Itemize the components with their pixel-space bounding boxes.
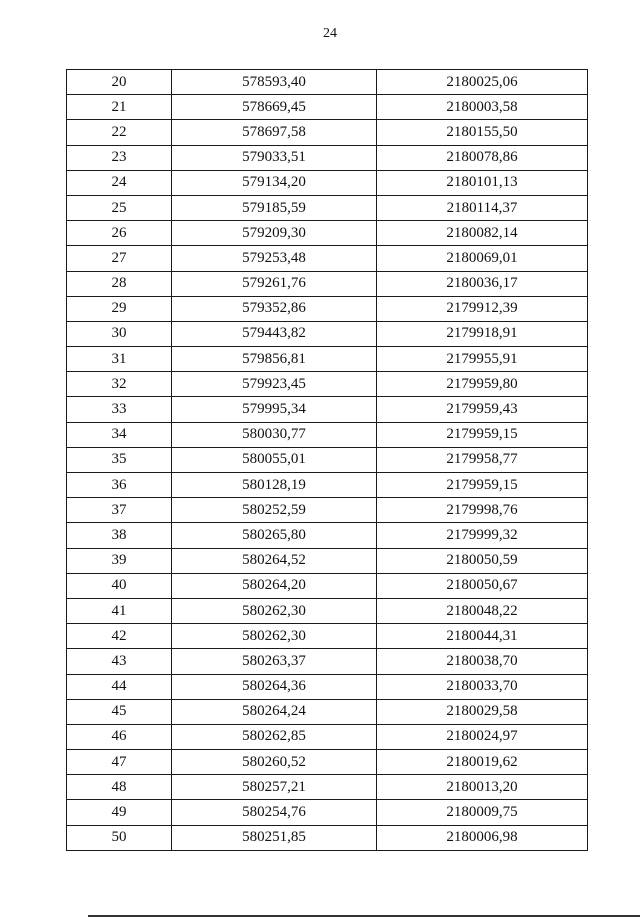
x-coordinate-cell: 580263,37	[172, 649, 377, 674]
y-coordinate-cell: 2180013,20	[377, 775, 588, 800]
x-coordinate-cell: 578593,40	[172, 70, 377, 95]
y-coordinate-cell: 2180025,06	[377, 70, 588, 95]
y-coordinate-cell: 2179958,77	[377, 447, 588, 472]
table-row	[67, 674, 588, 699]
y-coordinate-cell: 2180019,62	[377, 750, 588, 775]
point-number-cell: 23	[67, 145, 172, 170]
y-coordinate-cell: 2180038,70	[377, 649, 588, 674]
point-number-cell: 46	[67, 724, 172, 749]
y-coordinate-cell: 2180078,86	[377, 145, 588, 170]
y-coordinate-cell: 2180114,37	[377, 195, 588, 220]
point-number-cell: 21	[67, 95, 172, 120]
y-coordinate-cell: 2180069,01	[377, 246, 588, 271]
y-coordinate-cell: 2179918,91	[377, 321, 588, 346]
point-number-cell: 29	[67, 296, 172, 321]
y-coordinate-cell: 2180082,14	[377, 221, 588, 246]
point-number-cell: 50	[67, 825, 172, 850]
x-coordinate-cell: 579923,45	[172, 372, 377, 397]
point-number-cell: 27	[67, 246, 172, 271]
x-coordinate-cell: 580264,52	[172, 548, 377, 573]
point-number-cell: 38	[67, 523, 172, 548]
table-row	[67, 825, 588, 850]
x-coordinate-cell: 580257,21	[172, 775, 377, 800]
x-coordinate-cell: 579253,48	[172, 246, 377, 271]
y-coordinate-cell: 2180003,58	[377, 95, 588, 120]
x-coordinate-cell: 579033,51	[172, 145, 377, 170]
table-row	[67, 775, 588, 800]
x-coordinate-cell: 580262,85	[172, 724, 377, 749]
point-number-cell: 45	[67, 699, 172, 724]
table-row	[67, 145, 588, 170]
point-number-cell: 28	[67, 271, 172, 296]
table-row	[67, 321, 588, 346]
table-row	[67, 473, 588, 498]
y-coordinate-cell: 2179959,15	[377, 422, 588, 447]
table-row	[67, 624, 588, 649]
y-coordinate-cell: 2180029,58	[377, 699, 588, 724]
point-number-cell: 43	[67, 649, 172, 674]
table-row	[67, 649, 588, 674]
y-coordinate-cell: 2180044,31	[377, 624, 588, 649]
table-row	[67, 548, 588, 573]
y-coordinate-cell: 2179959,15	[377, 473, 588, 498]
scan-edge-line	[88, 915, 640, 917]
x-coordinate-cell: 580254,76	[172, 800, 377, 825]
x-coordinate-cell: 580030,77	[172, 422, 377, 447]
x-coordinate-cell: 580262,30	[172, 598, 377, 623]
table-row	[67, 347, 588, 372]
point-number-cell: 30	[67, 321, 172, 346]
table-row	[67, 498, 588, 523]
y-coordinate-cell: 2180050,59	[377, 548, 588, 573]
point-number-cell: 26	[67, 221, 172, 246]
x-coordinate-cell: 578669,45	[172, 95, 377, 120]
y-coordinate-cell: 2180009,75	[377, 800, 588, 825]
point-number-cell: 36	[67, 473, 172, 498]
table-row	[67, 699, 588, 724]
y-coordinate-cell: 2180048,22	[377, 598, 588, 623]
table-row	[67, 70, 588, 95]
point-number-cell: 44	[67, 674, 172, 699]
point-number-cell: 49	[67, 800, 172, 825]
point-number-cell: 24	[67, 170, 172, 195]
y-coordinate-cell: 2180036,17	[377, 271, 588, 296]
point-number-cell: 20	[67, 70, 172, 95]
table-row	[67, 800, 588, 825]
y-coordinate-cell: 2180024,97	[377, 724, 588, 749]
point-number-cell: 22	[67, 120, 172, 145]
table-row	[67, 447, 588, 472]
table-row	[67, 296, 588, 321]
table-row	[67, 523, 588, 548]
y-coordinate-cell: 2179912,39	[377, 296, 588, 321]
y-coordinate-cell: 2180006,98	[377, 825, 588, 850]
y-coordinate-cell: 2180101,13	[377, 170, 588, 195]
x-coordinate-cell: 580055,01	[172, 447, 377, 472]
y-coordinate-cell: 2180050,67	[377, 573, 588, 598]
x-coordinate-cell: 579185,59	[172, 195, 377, 220]
x-coordinate-cell: 579995,34	[172, 397, 377, 422]
x-coordinate-cell: 580265,80	[172, 523, 377, 548]
point-number-cell: 42	[67, 624, 172, 649]
point-number-cell: 34	[67, 422, 172, 447]
y-coordinate-cell: 2180155,50	[377, 120, 588, 145]
coordinates-table	[66, 69, 588, 851]
table-row	[67, 598, 588, 623]
y-coordinate-cell: 2179955,91	[377, 347, 588, 372]
coordinates-table-body	[67, 70, 588, 851]
y-coordinate-cell: 2179999,32	[377, 523, 588, 548]
point-number-cell: 35	[67, 447, 172, 472]
x-coordinate-cell: 580128,19	[172, 473, 377, 498]
x-coordinate-cell: 579209,30	[172, 221, 377, 246]
x-coordinate-cell: 580251,85	[172, 825, 377, 850]
x-coordinate-cell: 580264,36	[172, 674, 377, 699]
table-row	[67, 397, 588, 422]
x-coordinate-cell: 580264,20	[172, 573, 377, 598]
x-coordinate-cell: 579134,20	[172, 170, 377, 195]
table-row	[67, 195, 588, 220]
point-number-cell: 47	[67, 750, 172, 775]
table-row	[67, 271, 588, 296]
point-number-cell: 32	[67, 372, 172, 397]
point-number-cell: 33	[67, 397, 172, 422]
y-coordinate-cell: 2179959,43	[377, 397, 588, 422]
point-number-cell: 37	[67, 498, 172, 523]
table-row	[67, 573, 588, 598]
point-number-cell: 39	[67, 548, 172, 573]
point-number-cell: 48	[67, 775, 172, 800]
table-row	[67, 120, 588, 145]
table-row	[67, 750, 588, 775]
table-row	[67, 724, 588, 749]
x-coordinate-cell: 579443,82	[172, 321, 377, 346]
page-number: 24	[323, 26, 337, 41]
x-coordinate-cell: 579261,76	[172, 271, 377, 296]
table-row	[67, 221, 588, 246]
table-row	[67, 422, 588, 447]
point-number-cell: 31	[67, 347, 172, 372]
table-row	[67, 246, 588, 271]
x-coordinate-cell: 578697,58	[172, 120, 377, 145]
point-number-cell: 25	[67, 195, 172, 220]
point-number-cell: 40	[67, 573, 172, 598]
x-coordinate-cell: 579856,81	[172, 347, 377, 372]
y-coordinate-cell: 2180033,70	[377, 674, 588, 699]
x-coordinate-cell: 579352,86	[172, 296, 377, 321]
point-number-cell: 41	[67, 598, 172, 623]
x-coordinate-cell: 580264,24	[172, 699, 377, 724]
x-coordinate-cell: 580252,59	[172, 498, 377, 523]
table-row	[67, 95, 588, 120]
table-row	[67, 372, 588, 397]
x-coordinate-cell: 580260,52	[172, 750, 377, 775]
x-coordinate-cell: 580262,30	[172, 624, 377, 649]
table-row	[67, 170, 588, 195]
y-coordinate-cell: 2179959,80	[377, 372, 588, 397]
y-coordinate-cell: 2179998,76	[377, 498, 588, 523]
